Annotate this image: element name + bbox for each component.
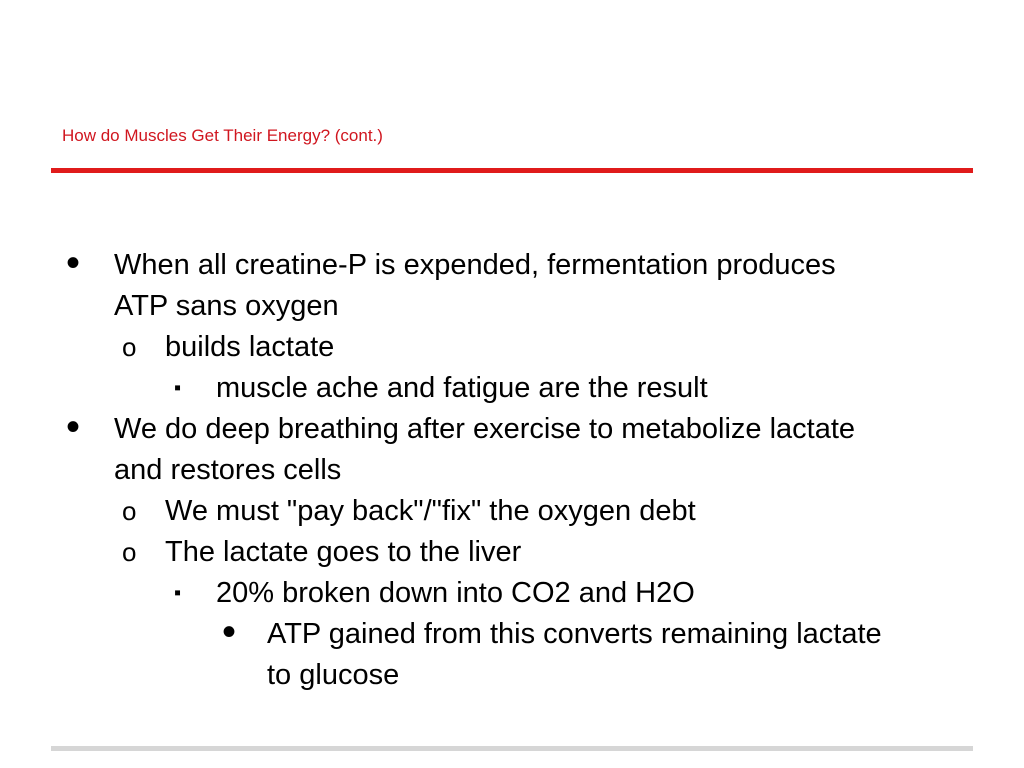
bullet-text: builds lactate (165, 331, 335, 363)
bullet-circle-icon: o (122, 496, 137, 526)
sub-sub-bullet-item (0, 573, 956, 614)
bullet-dot-icon: • (222, 610, 237, 654)
footer-divider (51, 746, 973, 751)
bullet-item (0, 241, 894, 327)
bullet-text: ATP gained from this converts remaining lactate to glucose (267, 618, 882, 691)
bullet-circle-icon: o (122, 537, 137, 567)
bullet-text: 20% broken down into CO2 and H2O (216, 577, 695, 609)
sub-bullet-item (0, 491, 925, 532)
bullet-text: muscle ache and fatigue are the result (216, 372, 708, 404)
bullet-dot-icon: • (66, 405, 81, 449)
bullet-list (0, 241, 1024, 696)
bullet-square-icon: ▪ (174, 582, 182, 604)
title-divider (51, 168, 973, 173)
bullet-text: When all creatine-P is expended, fermentation produces ATP sans oxygen (114, 249, 836, 322)
bullet-text: We do deep breathing after exercise to metabolize lactate and restores cells (114, 413, 856, 486)
sub-sub-bullet-item (0, 368, 956, 409)
sub-bullet-item (0, 532, 925, 573)
slide-title: How do Muscles Get Their Energy? (cont.) (62, 126, 383, 145)
bullet-item (0, 405, 894, 491)
level4-bullet-item (0, 610, 907, 696)
bullet-text: We must "pay back"/"fix" the oxygen debt (165, 495, 696, 527)
bullet-dot-icon: • (66, 241, 81, 285)
bullet-text: The lactate goes to the liver (165, 536, 522, 568)
sub-bullet-item (0, 327, 925, 368)
bullet-circle-icon: o (122, 332, 137, 362)
bullet-square-icon: ▪ (174, 377, 182, 399)
